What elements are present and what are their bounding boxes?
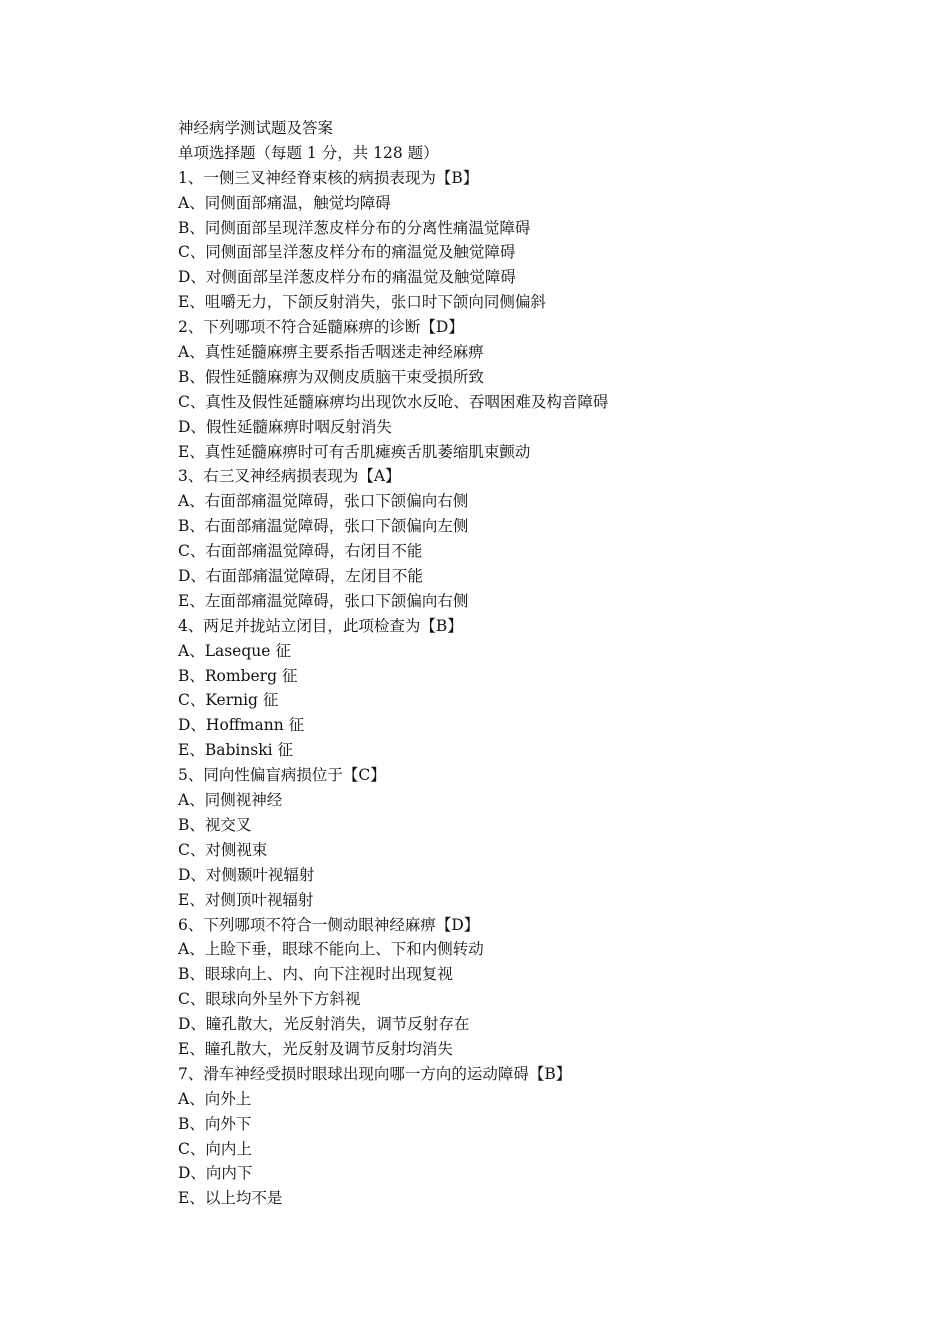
- answer-option: D、向内下: [178, 1164, 253, 1183]
- answer-option: C、Kernig 征: [178, 691, 279, 710]
- question-stem: 6、下列哪项不符合一侧动眼神经麻痹【D】: [178, 915, 480, 934]
- answer-option: E、咀嚼无力，下颌反射消失，张口时下颌向同侧偏斜: [178, 293, 546, 312]
- question-block: [178, 166, 878, 315]
- question-stem: 7、滑车神经受损时眼球出现向哪一方向的运动障碍【B】: [178, 1064, 572, 1083]
- answer-option: A、同侧面部痛温，触觉均障碍: [178, 193, 391, 212]
- question-stem: 3、右三叉神经病损表现为【A】: [178, 467, 401, 486]
- answer-option: D、瞳孔散大，光反射消失，调节反射存在: [178, 1015, 470, 1034]
- section-heading: 单项选择题（每题 1 分，共 128 题）: [178, 143, 439, 162]
- answer-option: D、右面部痛温觉障碍，左闭目不能: [178, 567, 423, 586]
- question-block: [178, 1062, 878, 1211]
- answer-option: A、右面部痛温觉障碍，张口下颌偏向右侧: [178, 492, 469, 511]
- answer-option: B、假性延髓麻痹为双侧皮质脑干束受损所致: [178, 367, 484, 386]
- answer-option: B、右面部痛温觉障碍，张口下颌偏向左侧: [178, 517, 469, 536]
- answer-option: C、眼球向外呈外下方斜视: [178, 990, 361, 1009]
- answer-option: A、向外上: [178, 1089, 252, 1108]
- document-body: [178, 116, 878, 1211]
- answer-option: B、眼球向上、内、向下注视时出现复视: [178, 965, 453, 984]
- answer-option: E、真性延髓麻痹时可有舌肌瘫痪舌肌萎缩肌束颤动: [178, 442, 531, 461]
- answer-option: A、Laseque 征: [178, 641, 291, 660]
- answer-option: A、上睑下垂，眼球不能向上、下和内侧转动: [178, 940, 484, 959]
- question-block: [178, 614, 878, 763]
- answer-option: C、对侧视束: [178, 840, 268, 859]
- answer-option: C、真性及假性延髓麻痹均出现饮水反呛、吞咽困难及构音障碍: [178, 392, 609, 411]
- question-list: [178, 166, 878, 1211]
- answer-option: A、同侧视神经: [178, 791, 283, 810]
- question-block: [178, 464, 878, 613]
- answer-option: D、Hoffmann 征: [178, 716, 305, 735]
- answer-option: E、Babinski 征: [178, 741, 294, 760]
- answer-option: E、左面部痛温觉障碍，张口下颌偏向右侧: [178, 591, 469, 610]
- question-block: [178, 315, 878, 464]
- answer-option: E、对侧顶叶视辐射: [178, 890, 314, 909]
- question-stem: 2、下列哪项不符合延髓麻痹的诊断【D】: [178, 318, 464, 337]
- question-block: [178, 763, 878, 912]
- answer-option: B、同侧面部呈现洋葱皮样分布的分离性痛温觉障碍: [178, 218, 531, 237]
- answer-option: C、同侧面部呈洋葱皮样分布的痛温觉及触觉障碍: [178, 243, 516, 262]
- question-stem: 1、一侧三叉神经脊束核的病损表现为【B】: [178, 168, 479, 187]
- answer-option: D、假性延髓麻痹时咽反射消失: [178, 417, 392, 436]
- answer-option: B、Romberg 征: [178, 666, 298, 685]
- answer-option: D、对侧颞叶视辐射: [178, 865, 315, 884]
- question-stem: 4、两足并拢站立闭目，此项检查为【B】: [178, 616, 463, 635]
- answer-option: E、瞳孔散大，光反射及调节反射均消失: [178, 1039, 453, 1058]
- answer-option: B、向外下: [178, 1114, 252, 1133]
- answer-option: E、以上均不是: [178, 1189, 283, 1208]
- answer-option: C、右面部痛温觉障碍，右闭目不能: [178, 542, 423, 561]
- question-block: [178, 913, 878, 1062]
- answer-option: A、真性延髓麻痹主要系指舌咽迷走神经麻痹: [178, 343, 484, 362]
- answer-option: B、视交叉: [178, 815, 252, 834]
- question-stem: 5、同向性偏盲病损位于【C】: [178, 766, 386, 785]
- document-title: 神经病学测试题及答案: [178, 119, 334, 137]
- answer-option: C、向内上: [178, 1139, 252, 1158]
- answer-option: D、对侧面部呈洋葱皮样分布的痛温觉及触觉障碍: [178, 268, 516, 287]
